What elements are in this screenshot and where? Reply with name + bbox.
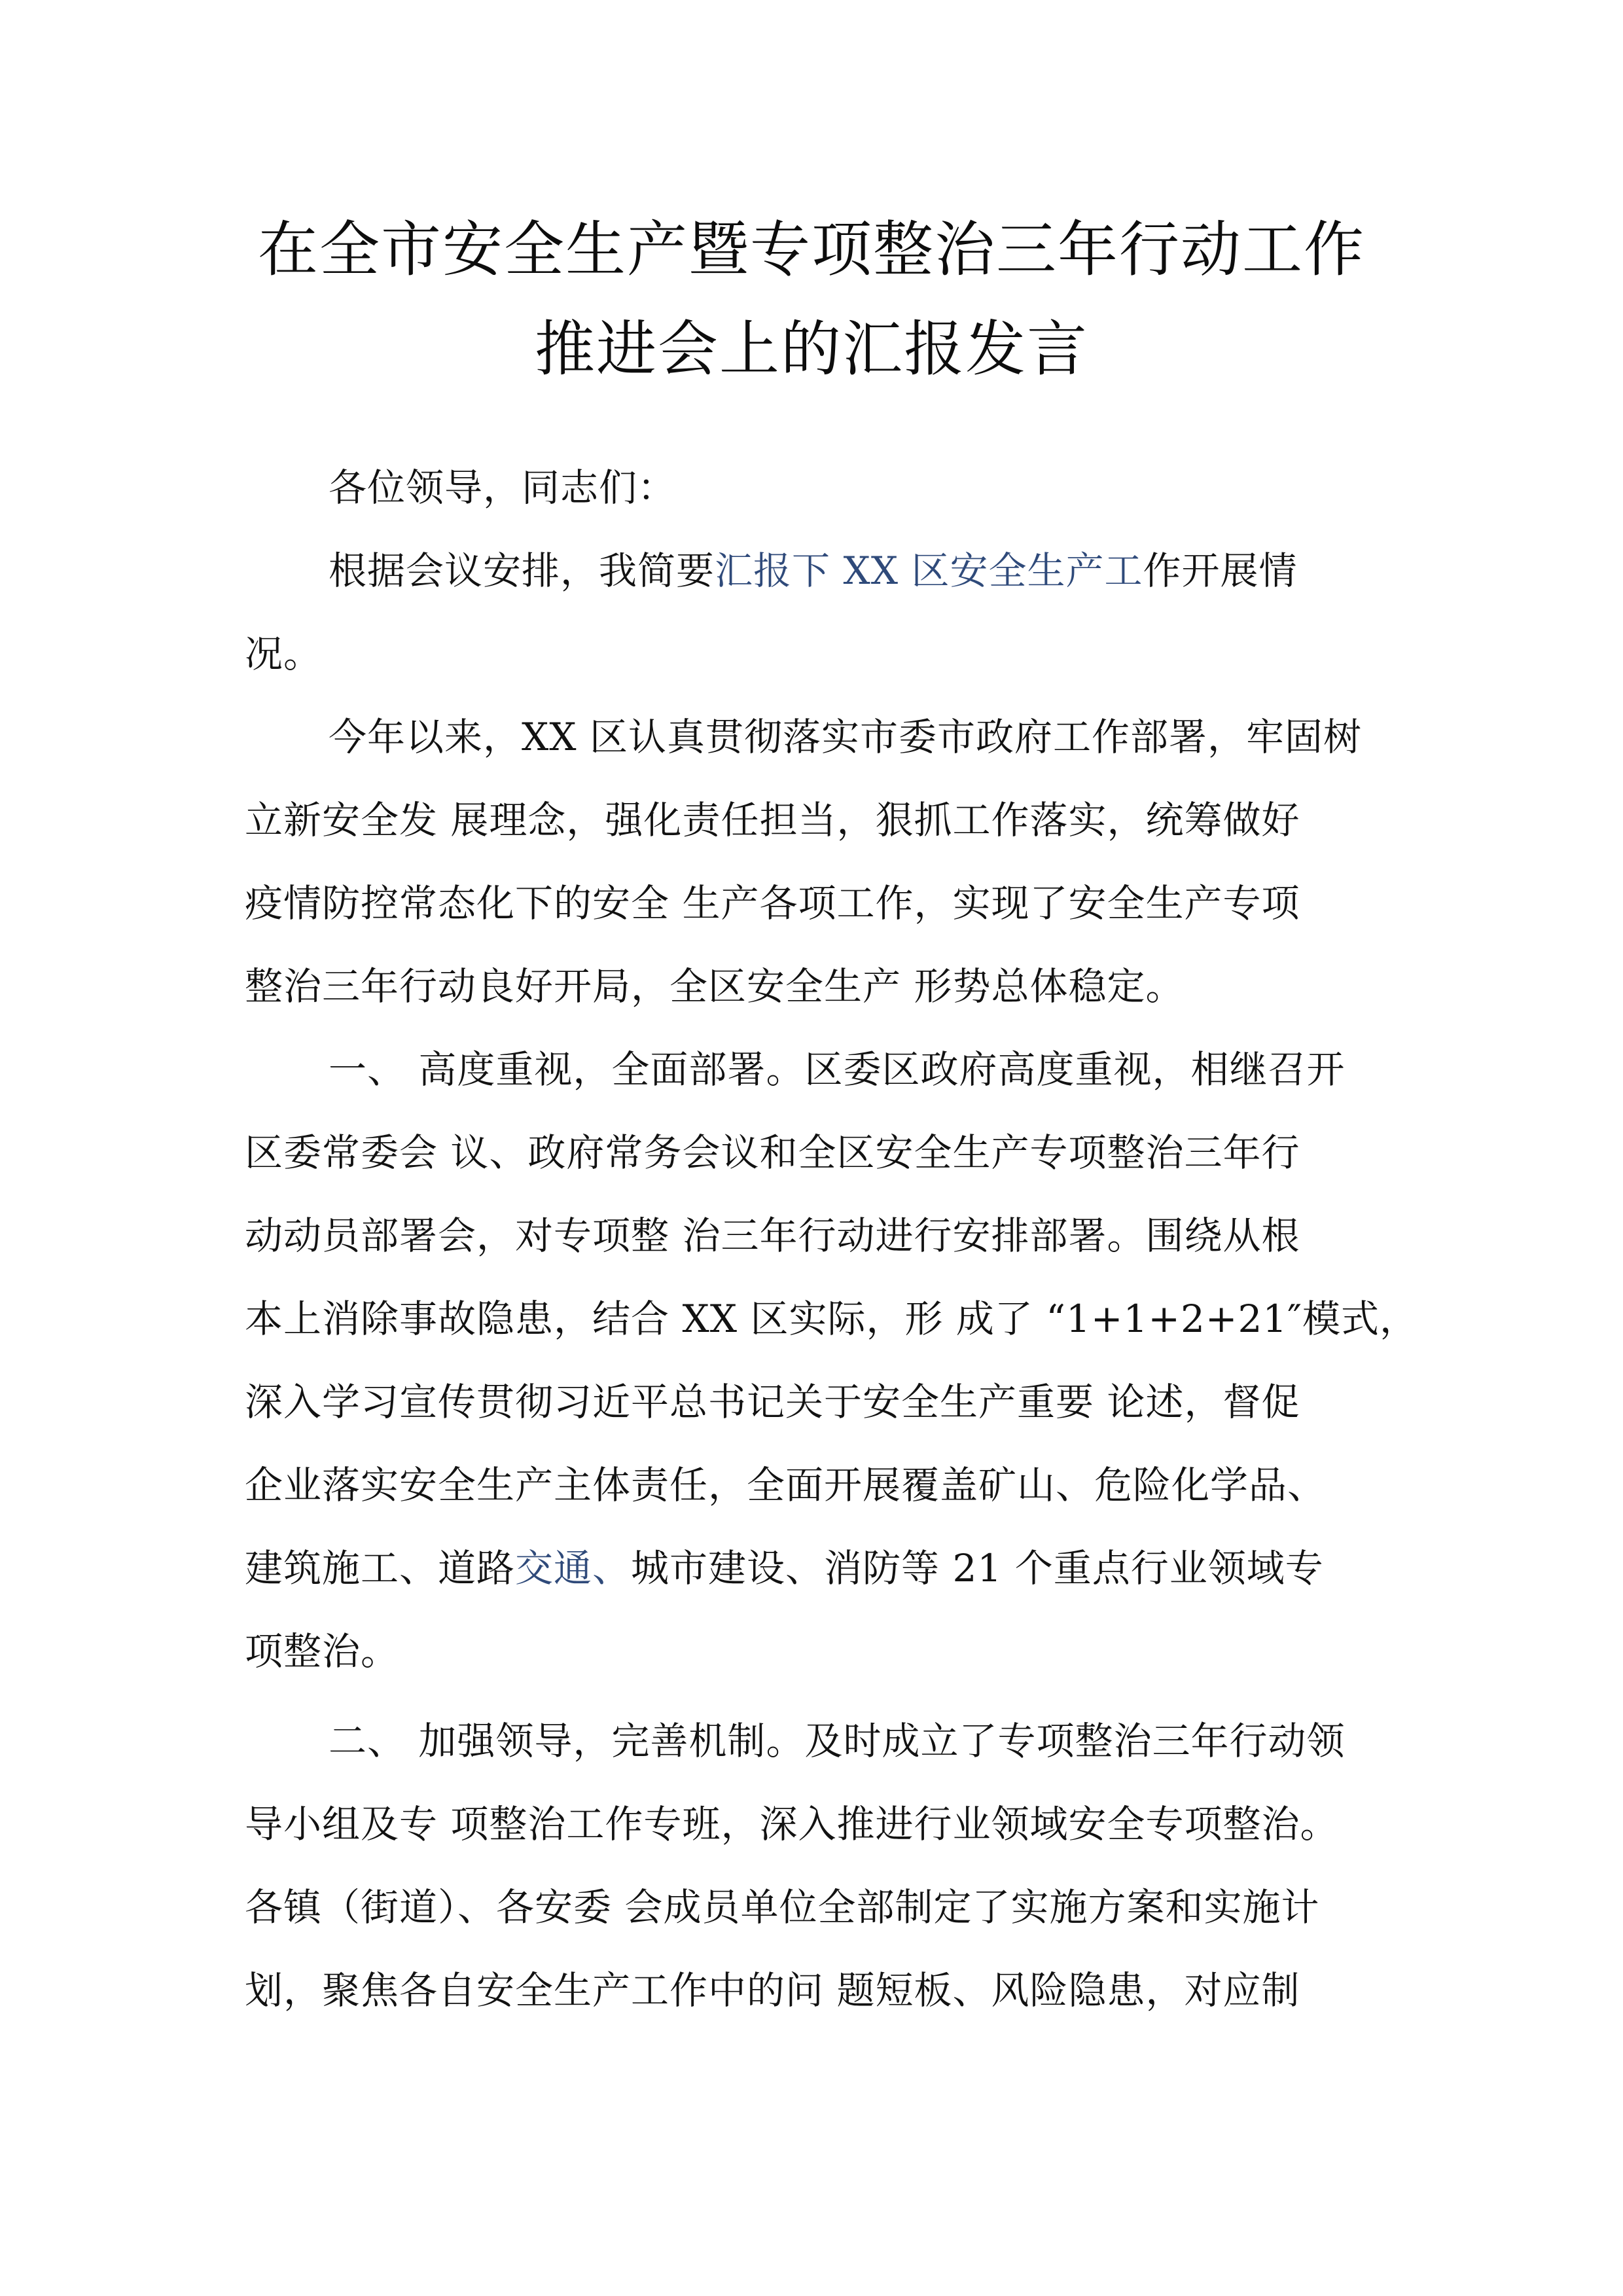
paragraph-3-line-3: 各镇（街道）、各安委 会成员单位全部制定了实施方案和实施计 <box>245 1885 1320 1929</box>
paragraph-1-line-1: 今年以来，XX 区认真贯彻落实市委市政府工作部署，牢固树 <box>329 715 1363 759</box>
paragraph-1-line-2: 立新安全发 展理念，强化责任担当，狠抓工作落实，统筹做好 <box>245 798 1300 842</box>
paragraph-2-line-7-start: 建筑施工、道路 <box>245 1546 516 1590</box>
document-title-line-2: 推进会上的汇报发言 <box>534 314 1088 384</box>
paragraph-2-line-2: 区委常委会 议、政府常务会议和全区安全生产专项整治三年行 <box>245 1130 1300 1175</box>
paragraph-2-line-7-end: 城市建设、消防等 21 个重点行业领域专 <box>631 1546 1324 1590</box>
paragraph-2-line-7 <box>245 1547 1324 1589</box>
paragraph-2-line-3: 动动员部署会，对专项整 治三年行动进行安排部署。围绕从根 <box>245 1213 1300 1258</box>
paragraph-2-line-1: 一、 高度重视，全面部署。区委区政府高度重视，相继召开 <box>329 1047 1346 1092</box>
intro-line-2: 况。 <box>245 632 323 676</box>
paragraph-2-line-5: 深入学习宣传贯彻习近平总书记关于安全生产重要 论述，督促 <box>245 1380 1300 1424</box>
highlighted-phrase: 交通、 <box>515 1546 632 1590</box>
paragraph-1-line-4: 整治三年行动良好开局，全区安全生产 形势总体稳定。 <box>245 964 1185 1009</box>
salutation: 各位领导，同志们： <box>329 465 677 510</box>
highlighted-phrase: 汇报下 XX 区安全生产工 <box>715 548 1143 593</box>
paragraph-1-line-3: 疫情防控常态化下的安全 生产各项工作，实现了安全生产专项 <box>245 881 1300 925</box>
intro-text-start: 根据会议安排，我简要 <box>329 548 715 593</box>
intro-text-end: 作开展情 <box>1143 548 1298 593</box>
document-title-line-1: 在全市安全生产暨专项整治三年行动工作 <box>257 215 1365 285</box>
intro-line-1 <box>329 550 1298 592</box>
paragraph-2-line-8: 项整治。 <box>245 1629 400 1674</box>
paragraph-2-line-6: 企业落实安全生产主体责任，全面开展覆盖矿山、危险化学品、 <box>245 1463 1327 1507</box>
paragraph-3-line-4: 划，聚焦各自安全生产工作中的问 题短板、风险隐患，对应制 <box>245 1968 1300 2013</box>
paragraph-2-line-4: 本上消除事故隐患，结合 XX 区实际，形 成了 “1+1+2+21″模式， <box>245 1297 1418 1341</box>
paragraph-3-line-1: 二、 加强领导，完善机制。及时成立了专项整治三年行动领 <box>329 1719 1346 1763</box>
paragraph-3-line-2: 导小组及专 项整治工作专班，深入推进行业领域安全专项整治。 <box>245 1802 1339 1846</box>
